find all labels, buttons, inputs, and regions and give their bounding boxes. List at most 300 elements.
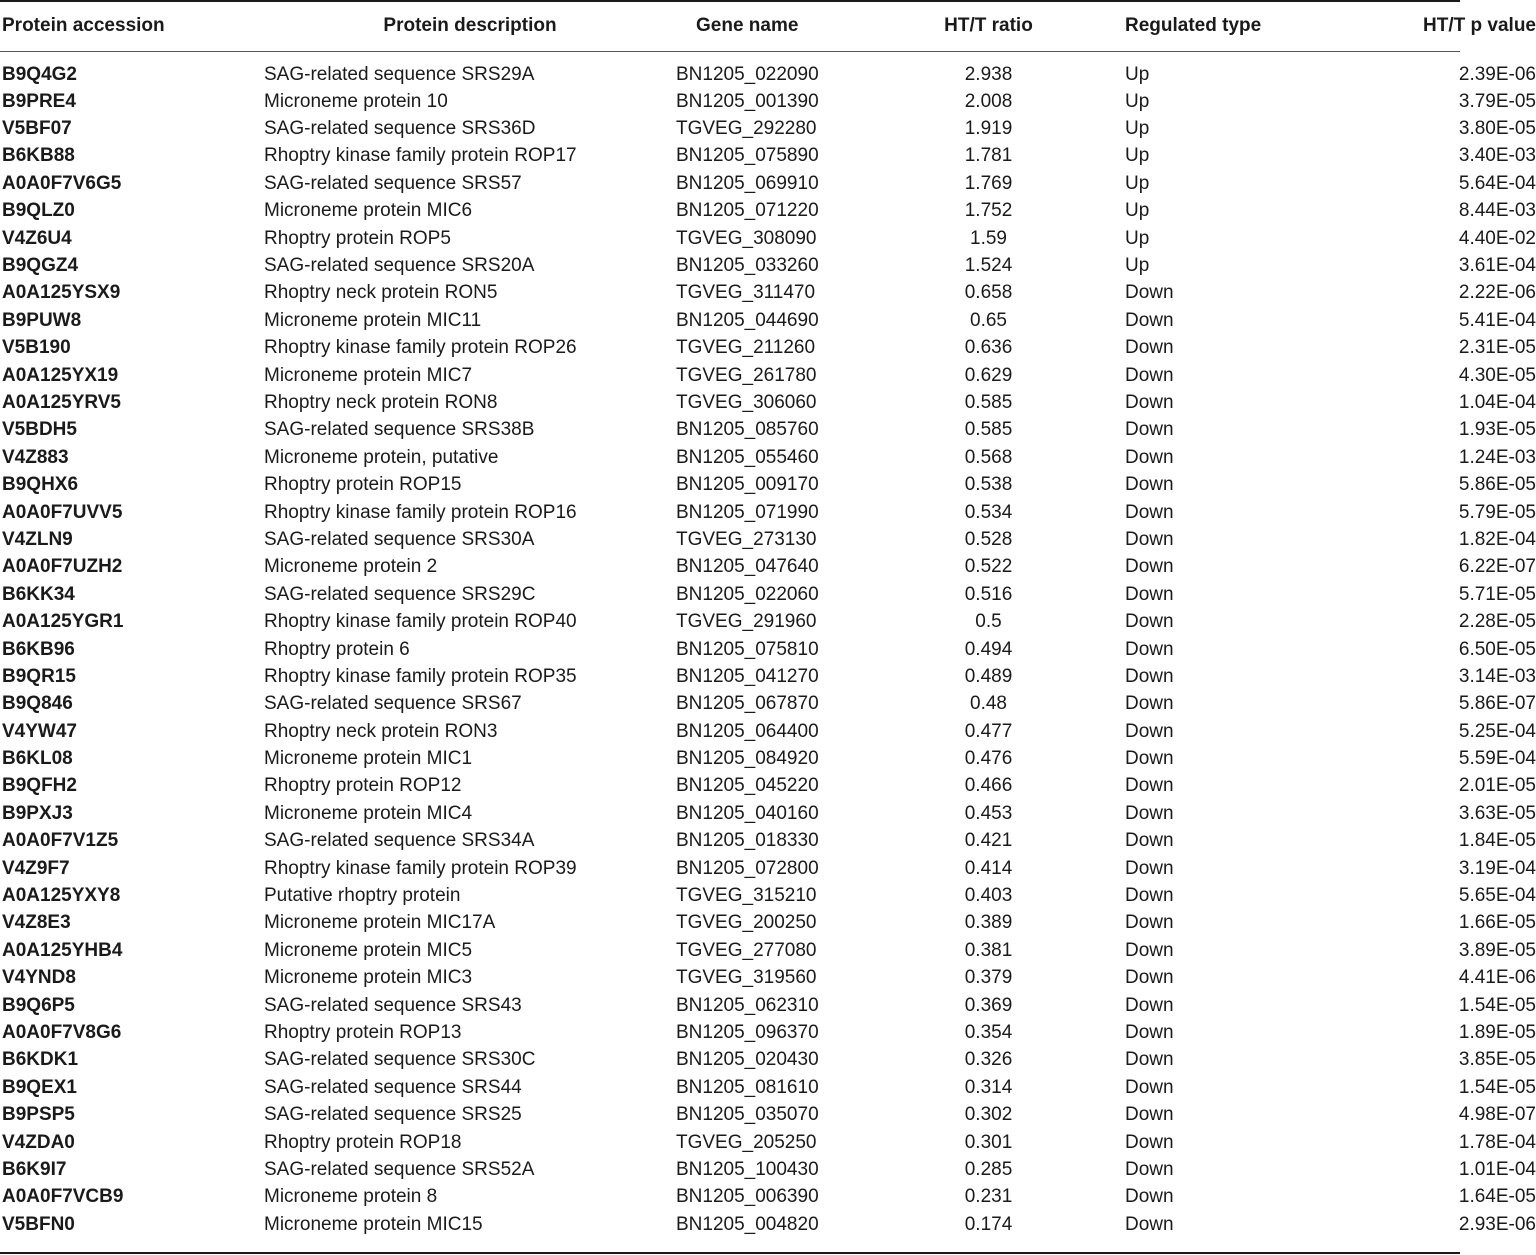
- cell-p-value: 3.79E-05: [1458, 90, 1536, 112]
- table-row: [0, 417, 1536, 444]
- table-row: [0, 115, 1536, 142]
- cell-gene-name: BN1205_004820: [676, 1213, 819, 1235]
- cell-protein-description: Microneme protein MIC7: [264, 364, 473, 386]
- cell-protein-description: Rhoptry kinase family protein ROP39: [264, 857, 577, 879]
- cell-p-value: 2.31E-05: [1458, 337, 1536, 359]
- cell-p-value: 5.79E-05: [1458, 501, 1536, 523]
- cell-p-value: 1.82E-04: [1458, 528, 1536, 550]
- cell-regulated-type: Down: [1125, 583, 1174, 605]
- cell-regulated-type: Down: [1125, 282, 1174, 304]
- cell-p-value: 4.98E-07: [1458, 1104, 1536, 1126]
- cell-regulated-type: Down: [1125, 748, 1174, 770]
- cell-gene-name: BN1205_069910: [676, 172, 819, 194]
- cell-protein-description: Microneme protein 2: [264, 556, 438, 578]
- header-p-value: HT/T p value: [1423, 15, 1536, 36]
- cell-regulated-type: Down: [1125, 446, 1174, 468]
- cell-ratio: 0.389: [964, 912, 1013, 934]
- cell-protein-accession: V4YND8: [2, 967, 76, 989]
- cell-protein-description: Rhoptry protein ROP15: [264, 474, 462, 496]
- table-row: [0, 1047, 1536, 1074]
- cell-ratio: 0.5: [975, 611, 1002, 633]
- cell-regulated-type: Down: [1125, 501, 1174, 523]
- cell-gene-name: BN1205_035070: [676, 1104, 819, 1126]
- cell-p-value: 4.30E-05: [1458, 364, 1536, 386]
- cell-protein-description: Microneme protein MIC1: [264, 748, 473, 770]
- table-row: [0, 800, 1536, 827]
- cell-ratio: 0.629: [964, 364, 1013, 386]
- cell-ratio: 0.403: [964, 885, 1013, 907]
- cell-regulated-type: Down: [1125, 528, 1174, 550]
- cell-p-value: 8.44E-03: [1458, 200, 1536, 222]
- cell-protein-accession: B9QGZ4: [2, 255, 79, 277]
- table-row: [0, 280, 1536, 307]
- cell-p-value: 3.80E-05: [1458, 118, 1536, 140]
- table-row: [0, 499, 1536, 526]
- table-row: [0, 1211, 1536, 1238]
- cell-protein-accession: A0A125YXY8: [2, 885, 121, 907]
- cell-protein-accession: V4YW47: [2, 720, 77, 742]
- cell-regulated-type: Down: [1125, 638, 1174, 660]
- cell-ratio: 0.516: [964, 583, 1013, 605]
- cell-protein-description: Rhoptry protein ROP5: [264, 227, 451, 249]
- cell-p-value: 1.78E-04: [1458, 1131, 1536, 1153]
- cell-protein-accession: V5BF07: [2, 118, 72, 140]
- table-row: [0, 581, 1536, 608]
- cell-protein-description: Rhoptry neck protein RON3: [264, 720, 498, 742]
- table-row: [0, 882, 1536, 909]
- cell-ratio: 1.524: [964, 255, 1013, 277]
- cell-ratio: 0.231: [964, 1186, 1013, 1208]
- table-row: [0, 1129, 1536, 1156]
- table-row: [0, 718, 1536, 745]
- cell-protein-description: Rhoptry kinase family protein ROP17: [264, 145, 577, 167]
- cell-p-value: 5.86E-07: [1458, 693, 1536, 715]
- cell-regulated-type: Down: [1125, 364, 1174, 386]
- cell-gene-name: BN1205_040160: [676, 802, 819, 824]
- cell-gene-name: BN1205_084920: [676, 748, 819, 770]
- table-row: [0, 198, 1536, 225]
- cell-protein-description: Rhoptry kinase family protein ROP16: [264, 501, 577, 523]
- cell-p-value: 4.41E-06: [1458, 967, 1536, 989]
- cell-p-value: 5.71E-05: [1458, 583, 1536, 605]
- cell-gene-name: TGVEG_200250: [676, 912, 817, 934]
- cell-protein-description: SAG-related sequence SRS30A: [264, 528, 535, 550]
- cell-regulated-type: Down: [1125, 830, 1174, 852]
- cell-regulated-type: Up: [1125, 172, 1150, 194]
- table-row: [0, 691, 1536, 718]
- cell-p-value: 1.54E-05: [1458, 1076, 1536, 1098]
- cell-protein-description: Microneme protein 10: [264, 90, 448, 112]
- cell-ratio: 0.453: [964, 802, 1013, 824]
- cell-protein-description: Microneme protein 8: [264, 1186, 438, 1208]
- cell-regulated-type: Down: [1125, 474, 1174, 496]
- cell-regulated-type: Down: [1125, 391, 1174, 413]
- cell-ratio: 0.568: [964, 446, 1013, 468]
- cell-gene-name: BN1205_075810: [676, 638, 819, 660]
- table-row: [0, 992, 1536, 1019]
- cell-protein-description: Rhoptry kinase family protein ROP40: [264, 611, 577, 633]
- cell-ratio: 0.489: [964, 665, 1013, 687]
- table-bottom-rule: [0, 1252, 1460, 1254]
- cell-gene-name: TGVEG_308090: [676, 227, 817, 249]
- table-row: [0, 252, 1536, 279]
- cell-protein-description: Rhoptry protein ROP18: [264, 1131, 462, 1153]
- cell-ratio: 0.585: [964, 391, 1013, 413]
- table-row: [0, 1019, 1536, 1046]
- cell-p-value: 3.19E-04: [1458, 857, 1536, 879]
- cell-protein-accession: A0A0F7V1Z5: [2, 830, 119, 852]
- cell-p-value: 1.24E-03: [1458, 446, 1536, 468]
- cell-protein-accession: B9PSP5: [2, 1104, 75, 1126]
- cell-protein-accession: B9QHX6: [2, 474, 79, 496]
- cell-gene-name: TGVEG_319560: [676, 967, 817, 989]
- cell-protein-accession: V4Z6U4: [2, 227, 72, 249]
- cell-regulated-type: Down: [1125, 1104, 1174, 1126]
- cell-protein-accession: A0A125YX19: [2, 364, 119, 386]
- cell-p-value: 2.28E-05: [1458, 611, 1536, 633]
- header-protein-description: Protein description: [383, 15, 557, 36]
- cell-gene-name: TGVEG_211260: [676, 337, 816, 359]
- cell-protein-accession: B6KB96: [2, 638, 75, 660]
- cell-ratio: 0.522: [964, 556, 1013, 578]
- cell-regulated-type: Down: [1125, 1131, 1174, 1153]
- header-gene-name: Gene name: [696, 15, 799, 36]
- cell-regulated-type: Down: [1125, 1186, 1174, 1208]
- cell-ratio: 0.476: [964, 748, 1013, 770]
- cell-gene-name: TGVEG_306060: [676, 391, 817, 413]
- table-row: [0, 1156, 1536, 1183]
- cell-regulated-type: Down: [1125, 665, 1174, 687]
- cell-gene-name: TGVEG_311470: [676, 282, 816, 304]
- cell-protein-accession: V5B190: [2, 337, 71, 359]
- cell-ratio: 0.381: [964, 939, 1013, 961]
- cell-regulated-type: Down: [1125, 1021, 1174, 1043]
- cell-ratio: 0.302: [964, 1104, 1013, 1126]
- cell-p-value: 5.65E-04: [1458, 885, 1536, 907]
- cell-p-value: 1.93E-05: [1458, 419, 1536, 441]
- cell-regulated-type: Up: [1125, 63, 1150, 85]
- cell-regulated-type: Down: [1125, 775, 1174, 797]
- cell-p-value: 6.50E-05: [1458, 638, 1536, 660]
- cell-gene-name: BN1205_009170: [676, 474, 819, 496]
- cell-gene-name: BN1205_067870: [676, 693, 819, 715]
- table-row: [0, 307, 1536, 334]
- cell-protein-accession: B6KDK1: [2, 1049, 79, 1071]
- cell-gene-name: BN1205_071220: [676, 200, 819, 222]
- cell-protein-accession: B9PRE4: [2, 90, 76, 112]
- cell-protein-accession: V5BDH5: [2, 419, 77, 441]
- cell-gene-name: BN1205_022060: [676, 583, 819, 605]
- cell-protein-accession: A0A0F7V8G6: [2, 1021, 122, 1043]
- cell-protein-accession: A0A125YSX9: [2, 282, 121, 304]
- header-protein-accession: Protein accession: [2, 15, 165, 36]
- table-row: [0, 225, 1536, 252]
- cell-ratio: 0.48: [970, 693, 1007, 715]
- cell-protein-accession: B6KK34: [2, 583, 75, 605]
- cell-ratio: 1.781: [964, 145, 1013, 167]
- cell-protein-description: Microneme protein MIC15: [264, 1213, 483, 1235]
- cell-gene-name: BN1205_064400: [676, 720, 819, 742]
- cell-p-value: 3.14E-03: [1458, 665, 1536, 687]
- cell-gene-name: BN1205_001390: [676, 90, 819, 112]
- cell-regulated-type: Down: [1125, 802, 1174, 824]
- cell-regulated-type: Up: [1125, 145, 1150, 167]
- cell-ratio: 0.354: [964, 1021, 1013, 1043]
- cell-protein-description: SAG-related sequence SRS57: [264, 172, 522, 194]
- cell-gene-name: BN1205_018330: [676, 830, 819, 852]
- cell-regulated-type: Down: [1125, 611, 1174, 633]
- cell-protein-accession: B9QLZ0: [2, 200, 75, 222]
- cell-regulated-type: Down: [1125, 1049, 1174, 1071]
- cell-ratio: 0.528: [964, 528, 1013, 550]
- header-ratio: HT/T ratio: [944, 15, 1033, 36]
- cell-protein-description: Microneme protein MIC11: [264, 309, 482, 331]
- cell-protein-accession: V4ZDA0: [2, 1131, 75, 1153]
- cell-p-value: 6.22E-07: [1458, 556, 1536, 578]
- cell-ratio: 0.285: [964, 1158, 1013, 1180]
- cell-p-value: 2.01E-05: [1458, 775, 1536, 797]
- cell-protein-description: SAG-related sequence SRS67: [264, 693, 522, 715]
- cell-protein-accession: B9QFH2: [2, 775, 77, 797]
- cell-regulated-type: Up: [1125, 255, 1150, 277]
- cell-p-value: 3.89E-05: [1458, 939, 1536, 961]
- cell-protein-accession: B9Q4G2: [2, 63, 77, 85]
- cell-ratio: 1.769: [964, 172, 1013, 194]
- table-row: [0, 471, 1536, 498]
- table-row: [0, 88, 1536, 115]
- cell-ratio: 1.59: [970, 227, 1007, 249]
- cell-ratio: 0.65: [970, 309, 1007, 331]
- cell-protein-accession: V4Z8E3: [2, 912, 71, 934]
- table-row: [0, 52, 1536, 88]
- cell-gene-name: BN1205_055460: [676, 446, 819, 468]
- cell-gene-name: BN1205_100430: [676, 1158, 819, 1180]
- cell-p-value: 5.64E-04: [1458, 172, 1536, 194]
- cell-regulated-type: Down: [1125, 720, 1174, 742]
- cell-protein-accession: A0A0F7UVV5: [2, 501, 123, 523]
- cell-regulated-type: Up: [1125, 90, 1150, 112]
- cell-protein-accession: B9Q6P5: [2, 994, 75, 1016]
- cell-gene-name: BN1205_006390: [676, 1186, 819, 1208]
- cell-regulated-type: Down: [1125, 693, 1174, 715]
- cell-protein-accession: B9QEX1: [2, 1076, 77, 1098]
- cell-protein-description: SAG-related sequence SRS25: [264, 1104, 522, 1126]
- table-row: [0, 526, 1536, 553]
- cell-p-value: 2.22E-06: [1458, 282, 1536, 304]
- cell-p-value: 2.93E-06: [1458, 1213, 1536, 1235]
- cell-protein-accession: A0A125YRV5: [2, 391, 122, 413]
- cell-gene-name: BN1205_047640: [676, 556, 819, 578]
- table-header-row: [0, 0, 1536, 52]
- cell-protein-accession: A0A0F7V6G5: [2, 172, 122, 194]
- cell-gene-name: TGVEG_315210: [676, 885, 817, 907]
- cell-regulated-type: Down: [1125, 1158, 1174, 1180]
- cell-protein-description: Microneme protein MIC5: [264, 939, 473, 961]
- cell-gene-name: TGVEG_277080: [676, 939, 817, 961]
- cell-p-value: 4.40E-02: [1458, 227, 1536, 249]
- cell-protein-description: Microneme protein MIC17A: [264, 912, 496, 934]
- cell-protein-description: Putative rhoptry protein: [264, 885, 461, 907]
- cell-ratio: 1.919: [964, 118, 1013, 140]
- cell-gene-name: TGVEG_292280: [676, 118, 817, 140]
- cell-gene-name: TGVEG_273130: [676, 528, 817, 550]
- cell-protein-accession: B6K9I7: [2, 1158, 67, 1180]
- cell-p-value: 1.01E-04: [1458, 1158, 1536, 1180]
- cell-p-value: 2.39E-06: [1458, 63, 1536, 85]
- cell-protein-description: SAG-related sequence SRS30C: [264, 1049, 536, 1071]
- cell-protein-description: SAG-related sequence SRS29A: [264, 63, 535, 85]
- cell-regulated-type: Up: [1125, 200, 1150, 222]
- cell-regulated-type: Down: [1125, 337, 1174, 359]
- cell-gene-name: BN1205_085760: [676, 419, 819, 441]
- cell-regulated-type: Down: [1125, 994, 1174, 1016]
- cell-ratio: 0.301: [964, 1131, 1013, 1153]
- table-row: [0, 335, 1536, 362]
- table-row: [0, 855, 1536, 882]
- cell-ratio: 0.534: [964, 501, 1013, 523]
- cell-p-value: 1.89E-05: [1458, 1021, 1536, 1043]
- cell-p-value: 5.41E-04: [1458, 309, 1536, 331]
- cell-protein-description: SAG-related sequence SRS44: [264, 1076, 522, 1098]
- cell-ratio: 0.494: [964, 638, 1013, 660]
- cell-p-value: 1.54E-05: [1458, 994, 1536, 1016]
- cell-ratio: 0.414: [964, 857, 1013, 879]
- cell-protein-accession: B6KB88: [2, 145, 75, 167]
- cell-p-value: 5.59E-04: [1458, 748, 1536, 770]
- cell-gene-name: BN1205_041270: [676, 665, 819, 687]
- table-row: [0, 828, 1536, 855]
- table-row: [0, 1074, 1536, 1101]
- cell-regulated-type: Down: [1125, 1213, 1174, 1235]
- table-row: [0, 937, 1536, 964]
- cell-protein-accession: V4Z883: [2, 446, 69, 468]
- table-row: [0, 170, 1536, 197]
- table-row: [0, 910, 1536, 937]
- cell-protein-description: Rhoptry neck protein RON5: [264, 282, 498, 304]
- table-row: [0, 554, 1536, 581]
- cell-ratio: 0.538: [964, 474, 1013, 496]
- cell-protein-description: SAG-related sequence SRS29C: [264, 583, 536, 605]
- cell-protein-description: Microneme protein, putative: [264, 446, 499, 468]
- cell-ratio: 0.636: [964, 337, 1013, 359]
- cell-protein-description: SAG-related sequence SRS52A: [264, 1158, 535, 1180]
- cell-protein-description: Microneme protein MIC3: [264, 967, 473, 989]
- cell-gene-name: BN1205_081610: [676, 1076, 819, 1098]
- cell-ratio: 0.379: [964, 967, 1013, 989]
- cell-protein-accession: A0A0F7VCB9: [2, 1186, 124, 1208]
- cell-gene-name: TGVEG_205250: [676, 1131, 817, 1153]
- cell-regulated-type: Down: [1125, 309, 1174, 331]
- cell-p-value: 3.63E-05: [1458, 802, 1536, 824]
- cell-ratio: 0.369: [964, 994, 1013, 1016]
- cell-p-value: 1.84E-05: [1458, 830, 1536, 852]
- table-row: [0, 663, 1536, 690]
- cell-regulated-type: Down: [1125, 1076, 1174, 1098]
- cell-gene-name: BN1205_071990: [676, 501, 819, 523]
- cell-ratio: 0.658: [964, 282, 1013, 304]
- cell-protein-accession: A0A125YGR1: [2, 611, 124, 633]
- cell-regulated-type: Down: [1125, 939, 1174, 961]
- cell-p-value: 3.61E-04: [1458, 255, 1536, 277]
- cell-gene-name: BN1205_096370: [676, 1021, 819, 1043]
- cell-p-value: 3.85E-05: [1458, 1049, 1536, 1071]
- cell-protein-description: Rhoptry kinase family protein ROP26: [264, 337, 577, 359]
- cell-gene-name: BN1205_020430: [676, 1049, 819, 1071]
- cell-protein-accession: V4Z9F7: [2, 857, 70, 879]
- table-row: [0, 1184, 1536, 1211]
- table-body: [0, 52, 1536, 1238]
- cell-protein-accession: V4ZLN9: [2, 528, 73, 550]
- cell-protein-description: SAG-related sequence SRS36D: [264, 118, 536, 140]
- cell-gene-name: TGVEG_291960: [676, 611, 817, 633]
- cell-gene-name: BN1205_033260: [676, 255, 819, 277]
- cell-ratio: 0.314: [964, 1076, 1013, 1098]
- cell-gene-name: BN1205_045220: [676, 775, 819, 797]
- cell-ratio: 2.008: [964, 90, 1013, 112]
- cell-regulated-type: Down: [1125, 885, 1174, 907]
- cell-gene-name: BN1205_075890: [676, 145, 819, 167]
- cell-protein-description: SAG-related sequence SRS38B: [264, 419, 535, 441]
- table-row: [0, 389, 1536, 416]
- cell-regulated-type: Down: [1125, 419, 1174, 441]
- table-row: [0, 773, 1536, 800]
- table-row: [0, 444, 1536, 471]
- cell-ratio: 0.421: [964, 830, 1013, 852]
- cell-p-value: 1.04E-04: [1458, 391, 1536, 413]
- cell-p-value: 3.40E-03: [1458, 145, 1536, 167]
- table-row: [0, 608, 1536, 635]
- cell-protein-accession: B9PXJ3: [2, 802, 73, 824]
- cell-gene-name: TGVEG_261780: [676, 364, 817, 386]
- cell-protein-accession: B9QR15: [2, 665, 76, 687]
- cell-ratio: 0.326: [964, 1049, 1013, 1071]
- table-row: [0, 745, 1536, 772]
- cell-p-value: 1.64E-05: [1458, 1186, 1536, 1208]
- cell-ratio: 1.752: [964, 200, 1013, 222]
- cell-p-value: 1.66E-05: [1458, 912, 1536, 934]
- cell-ratio: 2.938: [964, 63, 1013, 85]
- cell-protein-accession: B6KL08: [2, 748, 73, 770]
- table-row: [0, 362, 1536, 389]
- header-regulated-type: Regulated type: [1125, 15, 1262, 36]
- cell-protein-accession: A0A0F7UZH2: [2, 556, 123, 578]
- cell-ratio: 0.585: [964, 419, 1013, 441]
- cell-regulated-type: Down: [1125, 857, 1174, 879]
- cell-regulated-type: Down: [1125, 556, 1174, 578]
- cell-protein-description: Rhoptry protein 6: [264, 638, 410, 660]
- cell-regulated-type: Up: [1125, 118, 1150, 140]
- cell-regulated-type: Down: [1125, 967, 1174, 989]
- cell-protein-description: Microneme protein MIC6: [264, 200, 473, 222]
- cell-protein-description: Rhoptry protein ROP13: [264, 1021, 462, 1043]
- cell-protein-accession: V5BFN0: [2, 1213, 75, 1235]
- table-row: [0, 143, 1536, 170]
- cell-gene-name: BN1205_072800: [676, 857, 819, 879]
- cell-gene-name: BN1205_022090: [676, 63, 819, 85]
- cell-protein-accession: B9PUW8: [2, 309, 82, 331]
- cell-protein-description: Rhoptry neck protein RON8: [264, 391, 498, 413]
- cell-protein-accession: B9Q846: [2, 693, 73, 715]
- cell-protein-description: Rhoptry kinase family protein ROP35: [264, 665, 577, 687]
- table-row: [0, 636, 1536, 663]
- cell-protein-description: SAG-related sequence SRS34A: [264, 830, 535, 852]
- cell-protein-description: SAG-related sequence SRS20A: [264, 255, 535, 277]
- cell-ratio: 0.477: [964, 720, 1013, 742]
- cell-p-value: 5.86E-05: [1458, 474, 1536, 496]
- cell-protein-description: SAG-related sequence SRS43: [264, 994, 522, 1016]
- cell-ratio: 0.466: [964, 775, 1013, 797]
- cell-gene-name: BN1205_062310: [676, 994, 819, 1016]
